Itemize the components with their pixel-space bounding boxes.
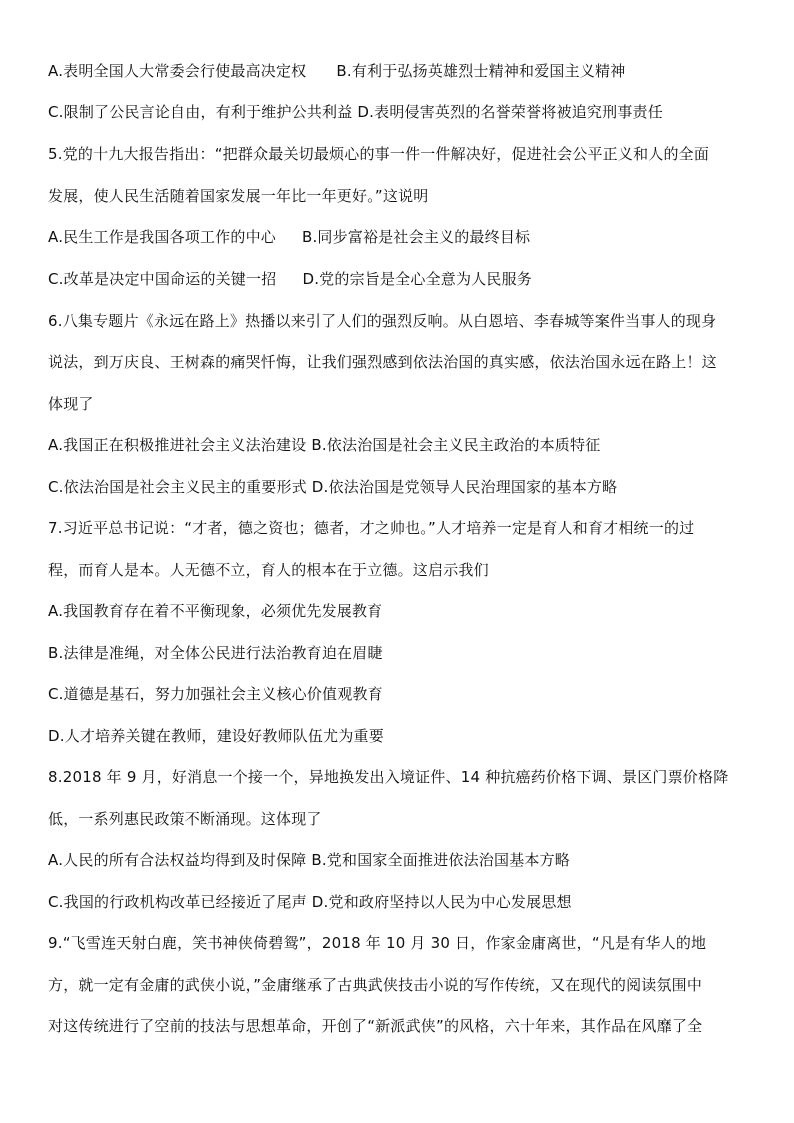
question-6-cont	[48, 394, 94, 414]
text: D.人才培养关键在教师，建设好教师队伍尤为重要	[48, 727, 384, 745]
question-9-cont	[48, 975, 702, 995]
text: 8.2018 年 9 月，好消息一个接一个，异地换发出入境证件、14 种抗癌药价格下调、景区门票价格降	[48, 768, 729, 786]
question-6-cont	[48, 352, 717, 372]
question-7-cont	[48, 560, 489, 580]
text: 7.习近平总书记说：“才者，德之资也；德者，才之帅也。”人才培养一定是育人和育才相统一的过	[48, 519, 695, 537]
option-line	[48, 102, 663, 122]
text: 程，而育人是本。人无德不立，育人的根本在于立德。这启示我们	[48, 561, 489, 579]
question-9	[48, 933, 706, 953]
text: 5.党的十九大报告指出：“把群众最关切最烦心的事一件一件解决好，促进社会公平正义和人的全面	[48, 145, 710, 163]
option-line	[48, 61, 625, 81]
option-c	[48, 684, 383, 704]
option-line	[48, 892, 572, 912]
option-c: C.改革是决定中国命运的关键一招	[48, 270, 277, 288]
option-a: A.表明全国人大常委会行使最高决定权	[48, 62, 307, 80]
text: 6.八集专题片《永远在路上》热播以来引了人们的强烈反响。从白恩培、李春城等案件当事人的现身	[48, 312, 717, 330]
text: A.我国正在积极推进社会主义法治建设 B.依法治国是社会主义民主政治的本质特征	[48, 436, 601, 454]
option-line	[48, 269, 532, 289]
text: 方，就一定有金庸的武侠小说，”金庸继承了古典武侠技击小说的写作传统，又在现代的阅读氛围中	[48, 976, 703, 994]
text: 发展，使人民生活随着国家发展一年比一年更好。”这说明	[48, 187, 429, 205]
option-line	[48, 850, 570, 870]
text: 9.“飞雪连天射白鹿，笑书神侠倚碧鸳”，2018 年 10 月 30 日，作家金庸离世，“凡是有华人的地	[48, 934, 707, 952]
text: A.我国教育存在着不平衡现象，必须优先发展教育	[48, 602, 383, 620]
question-5-cont	[48, 186, 428, 206]
option-a	[48, 601, 382, 621]
option-a: A.民生工作是我国各项工作的中心	[48, 228, 276, 246]
question-8	[48, 767, 728, 787]
text: 低，一系列惠民政策不断涌现。这体现了	[48, 810, 322, 828]
text: B.法律是准绳，对全体公民进行法治教育迫在眉睫	[48, 644, 383, 662]
question-5	[48, 144, 709, 164]
option-b: B.同步富裕是社会主义的最终目标	[301, 228, 531, 246]
text: C.道德是基石，努力加强社会主义核心价值观教育	[48, 685, 383, 703]
text: C.限制了公民言论自由，有利于维护公共利益 D.表明侵害英烈的名誉荣誉将被追究刑事责任	[48, 103, 663, 121]
question-7	[48, 518, 694, 538]
option-d: D.党的宗旨是全心全意为人民服务	[302, 270, 532, 288]
option-line	[48, 477, 617, 497]
option-b: B.有利于弘扬英雄烈士精神和爱国主义精神	[336, 62, 626, 80]
text: C.依法治国是社会主义民主的重要形式 D.依法治国是党领导人民治理国家的基本方略	[48, 478, 618, 496]
text: 对这传统进行了空前的技法与思想革命，开创了“新派武侠”的风格，六十年来，其作品在风靡了全	[48, 1017, 703, 1035]
option-b	[48, 643, 383, 663]
text: A.人民的所有合法权益均得到及时保障 B.党和国家全面推进依法治国基本方略	[48, 851, 570, 869]
option-d	[48, 726, 384, 746]
question-9-cont	[48, 1016, 702, 1036]
text: 说法，到万庆良、王树森的痛哭忏悔，让我们强烈感到依法治国的真实感，依法治国永远在路上！这	[48, 353, 717, 371]
option-line	[48, 435, 600, 455]
question-8-cont	[48, 809, 322, 829]
text: C.我国的行政机构改革已经接近了尾声 D.党和政府坚持以人民为中心发展思想	[48, 893, 572, 911]
question-6	[48, 311, 716, 331]
option-line	[48, 227, 530, 247]
text: 体现了	[48, 395, 94, 413]
